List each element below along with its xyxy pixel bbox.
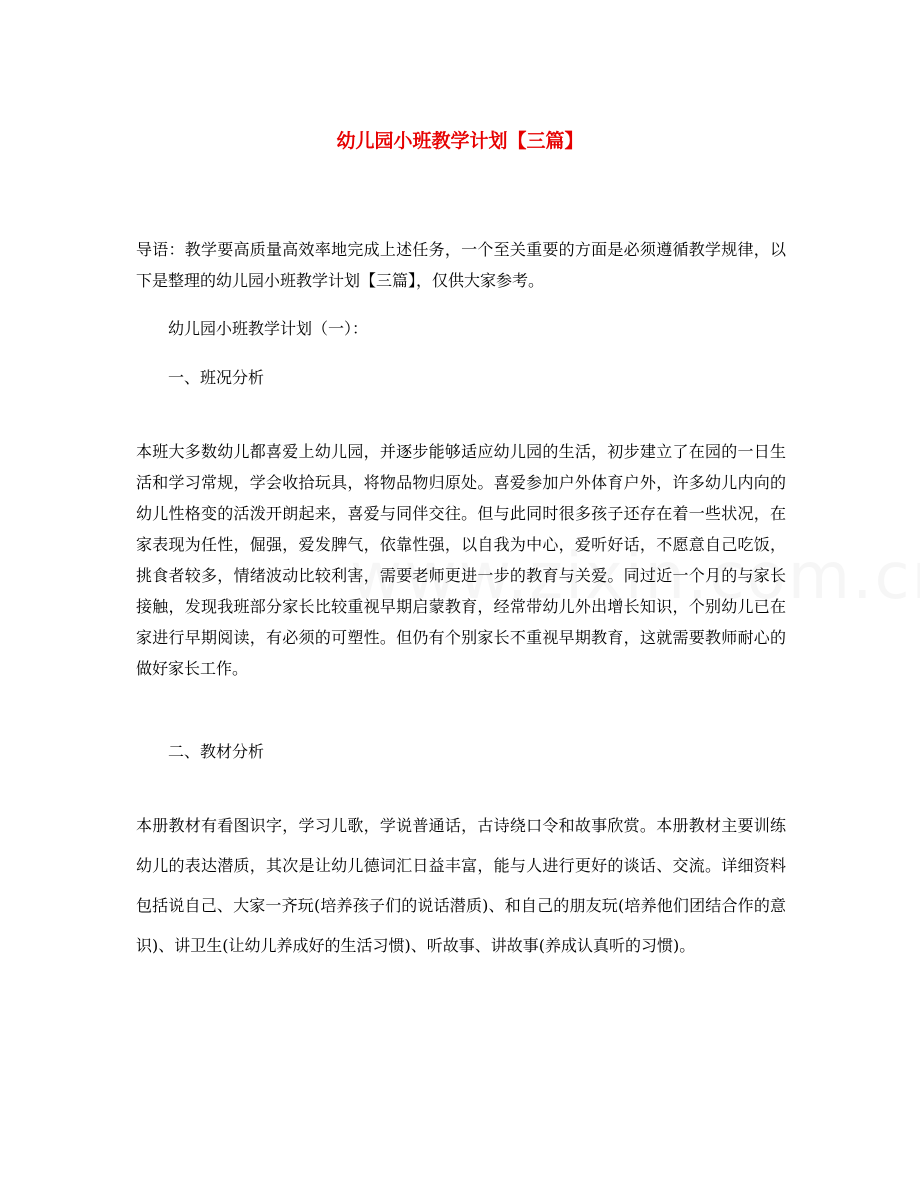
plan1-heading: 幼儿园小班教学计划（一）：: [168, 319, 369, 338]
intro-paragraph: 导语：教学要高质量高效率地完成上述任务，一个至关重要的方面是必须遵循教学规律，以下是整理的幼儿园小班教学计划【三篇】，仅供大家参考。: [136, 240, 786, 290]
section2-body: 本册教材有看图识字，学习儿歌，学说普通话，古诗绕口令和故事欣赏。本册教材主要训练幼儿的表达潜质，其次是让幼儿德词汇日益丰富，能与人进行更好的谈话、交流。详细资料包括说自己、大家一齐玩(培养孩子们的说话潜质)、和自己的朋友玩(培养他们团结合作的意识)、讲卫生(让幼儿养成好的生活习惯)、听故事、讲故事(养成认真听的习惯)。: [136, 816, 786, 955]
section2-heading: 二、教材分析: [168, 742, 265, 761]
document-title: 幼儿园小班教学计划【三篇】: [336, 130, 584, 152]
section1-heading: 一、班况分析: [168, 368, 265, 387]
section1-body: 本班大多数幼儿都喜爱上幼儿园，并逐步能够适应幼儿园的生活，初步建立了在园的一日生活和学习常规，学会收拾玩具，将物品物归原处。喜爱参加户外体育户外，许多幼儿内向的幼儿性格变的活泼开朗起来，喜爱与同伴交往。但与此同时很多孩子还存在着一些状况，在家表现为任性，倔强，爱发脾气，依靠性强，以自我为中心，爱听好话，不愿意自己吃饭，挑食者较多，情绪波动比较利害，需要老师更进一步的教育与关爱。同过近一个月的与家长接触，发现我班部分家长比较重视早期启蒙教育，经常带幼儿外出增长知识，个别幼儿已在家进行早期阅读，有必须的可塑性。但仍有个别家长不重视早期教育，这就需要教师耐心的做好家长工作。: [136, 442, 786, 678]
